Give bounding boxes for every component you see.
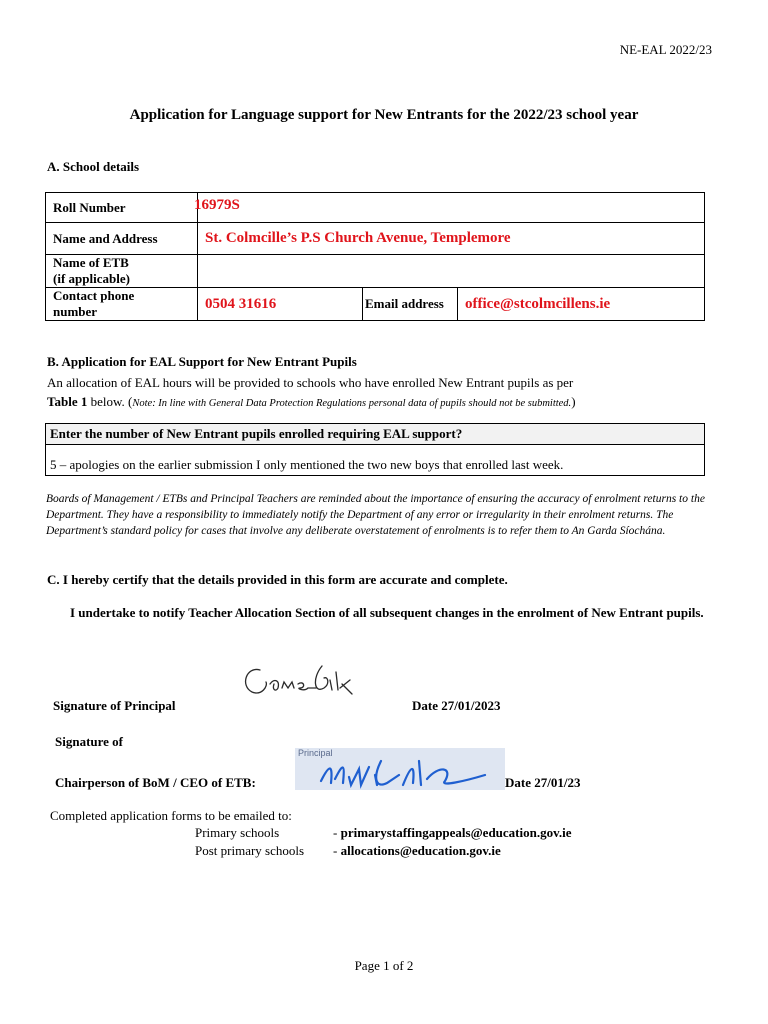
undertake-statement: I undertake to notify Teacher Allocation Section of all subsequent changes in the enrolment of New Entrant pupils. bbox=[70, 605, 704, 620]
chairperson-signature bbox=[315, 755, 495, 791]
phone-value: 0504 31616 bbox=[205, 295, 277, 312]
email-label: Email address bbox=[363, 288, 458, 321]
principal-date: Date 27/01/2023 bbox=[412, 698, 501, 713]
signature-of-label: Signature of bbox=[55, 734, 124, 749]
section-b-text-line-1: An allocation of EAL hours will be provided to schools who have enrolled New Entrant pupils as per bbox=[47, 375, 574, 390]
etb-label bbox=[46, 255, 198, 288]
note-close: ) bbox=[571, 394, 576, 409]
post-primary-email[interactable] bbox=[333, 843, 501, 859]
section-b-heading: B. Application for EAL Support for New Entrant Pupils bbox=[47, 354, 357, 369]
post-primary-label: Post primary schools bbox=[195, 843, 305, 858]
page-number: Page 1 of 2 bbox=[354, 958, 414, 973]
chairperson-label: Chairperson of BoM / CEO of ETB: bbox=[55, 775, 256, 790]
section-b-text bbox=[47, 373, 727, 413]
email-value: office@stcolmcillens.ie bbox=[465, 295, 611, 312]
primary-dash: - bbox=[333, 825, 341, 840]
page-title: Application for Language support for New Entrants for the 2022/23 school year bbox=[129, 107, 639, 123]
primary-schools-label: Primary schools bbox=[195, 825, 280, 840]
eal-answer: 5 – apologies on the earlier submission I only mentioned the two new boys that enrolled last week. bbox=[46, 445, 705, 476]
phone-label-line-2: number bbox=[53, 304, 98, 319]
principal-signature bbox=[238, 658, 378, 703]
etb-label-line-2: (if applicable) bbox=[53, 271, 130, 286]
gdpr-note: Note: In line with General Data Protection Regulations personal data of pupils should not be submitted. bbox=[132, 398, 572, 409]
section-a-heading: A. School details bbox=[47, 159, 140, 174]
board-notice: Boards of Management / ETBs and Principal Teachers are reminded about the importance of ensuring the accuracy of enrolment returns to the Department. They have a responsibility to immediately notify the Department of any error or irregularity in their enrolment returns. The Department’s standard policy for cases that involve any deliberate overstatement of enrolments is to refer them to An Garda Síochána. bbox=[46, 493, 705, 537]
name-address-value: St. Colmcille’s P.S Church Avenue, Templemore bbox=[205, 230, 511, 246]
etb-value bbox=[198, 255, 705, 288]
eal-question: Enter the number of New Entrant pupils enrolled requiring EAL support? bbox=[46, 424, 705, 445]
section-c-heading: C. I hereby certify that the details provided in this form are accurate and complete. bbox=[47, 572, 508, 587]
table-reference: Table 1 bbox=[47, 394, 88, 409]
post-primary-email-address[interactable]: allocations@education.gov.ie bbox=[340, 843, 501, 858]
etb-label-line-1: Name of ETB bbox=[53, 255, 129, 270]
principal-signature-label: Signature of Principal bbox=[53, 698, 176, 713]
primary-email-address[interactable]: primarystaffingappeals@education.gov.ie bbox=[340, 825, 572, 840]
school-details-table bbox=[45, 192, 705, 321]
stamp-text: Principal bbox=[298, 748, 333, 758]
post-primary-dash: - bbox=[333, 843, 341, 858]
section-b-text-line-2: below. ( bbox=[87, 394, 133, 409]
roll-number-value: 16979S bbox=[194, 197, 240, 213]
document-reference: NE-EAL 2022/23 bbox=[619, 42, 712, 57]
primary-email[interactable] bbox=[333, 825, 572, 841]
email-instructions: Completed application forms to be emailed to: bbox=[50, 808, 292, 823]
phone-label-line-1: Contact phone bbox=[53, 288, 135, 303]
eal-question-table bbox=[45, 423, 705, 476]
name-address-label: Name and Address bbox=[46, 223, 198, 255]
chairperson-date: Date 27/01/23 bbox=[505, 775, 581, 790]
phone-label bbox=[46, 288, 198, 321]
roll-number-label: Roll Number bbox=[46, 193, 198, 223]
